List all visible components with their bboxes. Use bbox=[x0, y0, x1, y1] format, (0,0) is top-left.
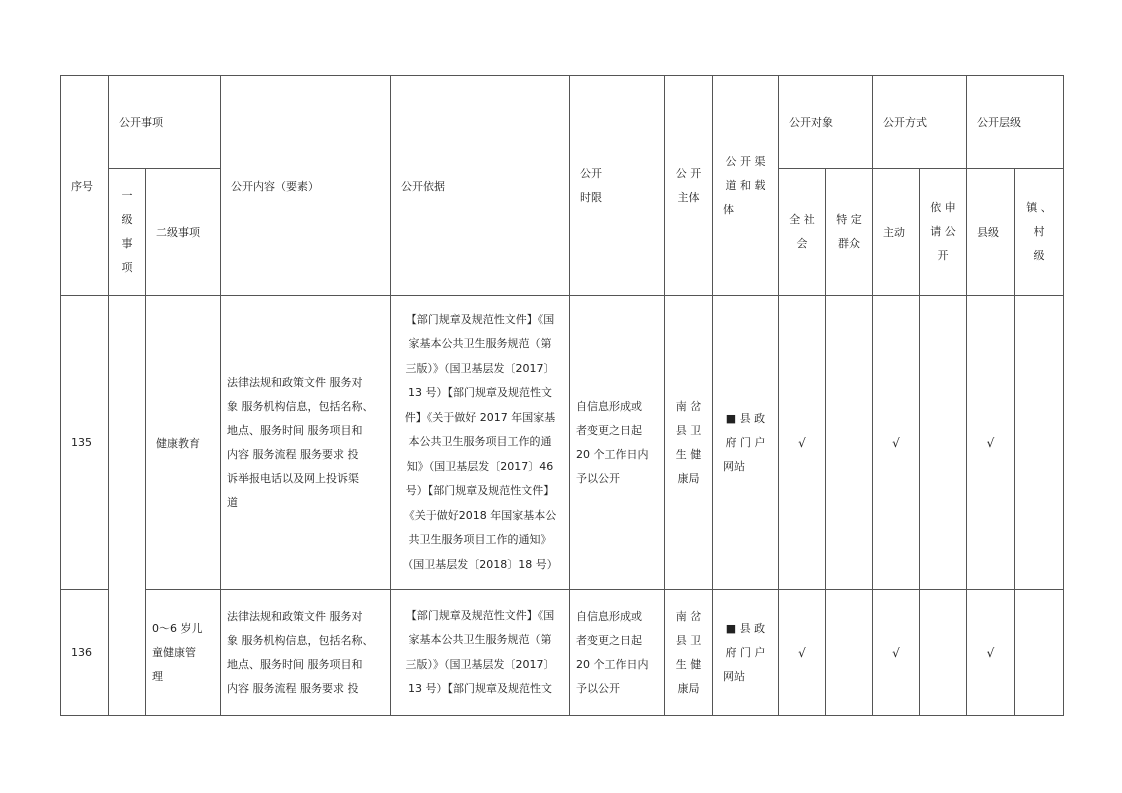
row-content-line: 地点、服务时间 服务项目和 bbox=[227, 657, 363, 671]
table-row bbox=[61, 296, 1064, 590]
row-time-limit-line: 予以公开 bbox=[576, 471, 620, 485]
row-audience-specific-check bbox=[826, 296, 873, 590]
row-time-limit-line: 20 个工作日内 bbox=[576, 657, 649, 671]
header-time-limit-line: 公开 bbox=[580, 166, 602, 180]
row-level-town-check bbox=[1015, 296, 1064, 590]
header-audience-all bbox=[779, 169, 826, 296]
header-subject-line: 公 开 bbox=[675, 166, 702, 180]
header-audience: 公开对象 bbox=[779, 76, 873, 169]
header-audience-all-line: 会 bbox=[796, 237, 808, 250]
row-method-active-check: √ bbox=[873, 590, 920, 716]
header-channel-line: 体 bbox=[723, 202, 734, 216]
header-matters: 公开事项 bbox=[109, 76, 221, 169]
header-level-county: 县级 bbox=[967, 169, 1015, 296]
row-channel-line: 网站 bbox=[723, 669, 745, 683]
row-audience-specific-check bbox=[826, 590, 873, 716]
header-method-active: 主动 bbox=[873, 169, 920, 296]
row-content-line: 地点、服务时间 服务项目和 bbox=[227, 423, 363, 437]
row-level-county-check: √ bbox=[967, 296, 1015, 590]
row-level2-line: 理 bbox=[152, 669, 163, 683]
row-level-county-check: √ bbox=[967, 590, 1015, 716]
row-time-limit-line: 者变更之日起 bbox=[576, 633, 642, 647]
row-subject-line: 康局 bbox=[677, 471, 700, 485]
row-subject-line: 县 卫 bbox=[675, 633, 702, 647]
header-audience-specific-line: 群众 bbox=[838, 237, 860, 250]
table-row bbox=[61, 590, 1064, 716]
header-time-limit-line: 时限 bbox=[580, 190, 602, 204]
row-basis-line: 三版）》（国卫基层发〔2017〕 bbox=[405, 657, 555, 671]
row-subject-line: 生 健 bbox=[675, 657, 702, 671]
row-seq: 136 bbox=[61, 590, 109, 716]
row-subject-line: 县 卫 bbox=[675, 423, 702, 437]
row-basis-line: 三版）》（国卫基层发〔2017〕 bbox=[405, 361, 555, 375]
row-audience-all-check: √ bbox=[779, 590, 826, 716]
row-level2-line: 0～6 岁儿 bbox=[152, 621, 203, 635]
row-basis-line: 号）【部门规章及规范性文件】 bbox=[405, 484, 555, 498]
row-content-line: 内容 服务流程 服务要求 投 bbox=[227, 447, 359, 461]
header-level1-char: 项 bbox=[121, 261, 133, 274]
row-content-line: 法律法规和政策文件 服务对 bbox=[227, 609, 363, 623]
row-subject-line: 南 岔 bbox=[675, 609, 702, 623]
row-subject-line: 南 岔 bbox=[675, 399, 702, 413]
header-subject bbox=[665, 76, 713, 296]
row-time-limit-line: 者变更之日起 bbox=[576, 423, 642, 437]
row-level2: 健康教育 bbox=[146, 296, 221, 590]
row-method-request-check bbox=[920, 590, 967, 716]
header-method-request bbox=[920, 169, 967, 296]
row-time-limit-line: 予以公开 bbox=[576, 681, 620, 695]
row-basis-line: 13 号）【部门规章及规范性文 bbox=[408, 682, 552, 695]
row-channel-line: 网站 bbox=[723, 459, 745, 473]
header-seq: 序号 bbox=[61, 76, 109, 296]
row-basis-line: 【部门规章及规范性文件】《国 bbox=[405, 608, 555, 622]
row-basis-line: 13 号）【部门规章及规范性文 bbox=[408, 386, 552, 400]
row-subject bbox=[665, 590, 713, 716]
row-content-line: 法律法规和政策文件 服务对 bbox=[227, 375, 363, 389]
row-basis-line: 本公共卫生服务项目工作的通 bbox=[408, 435, 552, 449]
row-time-limit bbox=[570, 296, 665, 590]
header-level1-char: 级 bbox=[121, 213, 133, 226]
row-time-limit bbox=[570, 590, 665, 716]
disclosure-table bbox=[60, 75, 1064, 716]
row-method-active-check: √ bbox=[873, 296, 920, 590]
header-level1 bbox=[109, 169, 146, 296]
row-basis bbox=[391, 296, 570, 590]
header-channel-line: 公 开 渠 bbox=[725, 154, 766, 168]
row-content-line: 诉举报电话以及网上投诉渠 bbox=[227, 471, 359, 485]
row-channel-line: 府 门 户 bbox=[725, 645, 766, 659]
row-seq: 135 bbox=[61, 296, 109, 590]
row-channel-line: ■ 县 政 bbox=[725, 411, 766, 425]
row-time-limit-line: 自信息形成或 bbox=[576, 609, 642, 623]
header-time-limit bbox=[570, 76, 665, 296]
row-subject-line: 生 健 bbox=[675, 447, 702, 461]
header-level2: 二级事项 bbox=[146, 169, 221, 296]
header-method-request-line: 开 bbox=[937, 249, 949, 262]
header-level1-char: 一 bbox=[121, 189, 133, 202]
row-basis-line: （国卫基层发〔2018〕18 号） bbox=[402, 557, 558, 571]
row-basis bbox=[391, 590, 570, 716]
row-level-town-check bbox=[1015, 590, 1064, 716]
row-content-line: 象 服务机构信息，包括名称、 bbox=[227, 399, 374, 413]
row-channel bbox=[713, 296, 779, 590]
header-channel-line: 道 和 载 bbox=[725, 178, 766, 192]
row-basis-line: 家基本公共卫生服务规范（第 bbox=[408, 337, 552, 351]
row-level1-merged bbox=[109, 296, 146, 716]
row-basis-line: 件】《关于做好 2017 年国家基 bbox=[404, 410, 556, 424]
header-audience-specific bbox=[826, 169, 873, 296]
header-level-town-line: 镇 、 bbox=[1026, 201, 1052, 214]
row-channel-line: 府 门 户 bbox=[725, 435, 766, 449]
row-level2-line: 童健康管 bbox=[152, 645, 196, 659]
header-level1-char: 事 bbox=[121, 237, 133, 250]
row-level2 bbox=[146, 590, 221, 716]
header-level-town bbox=[1015, 169, 1064, 296]
header-content: 公开内容（要素） bbox=[221, 76, 391, 296]
row-content bbox=[221, 296, 391, 590]
header-method-request-line: 依 申 bbox=[930, 201, 956, 214]
header-level-town-line: 级 bbox=[1033, 249, 1045, 262]
header-row-1 bbox=[61, 76, 1064, 169]
header-basis: 公开依据 bbox=[391, 76, 570, 296]
header-level-town-line: 村 bbox=[1033, 225, 1045, 238]
header-audience-all-line: 全 社 bbox=[789, 213, 815, 226]
header-method: 公开方式 bbox=[873, 76, 967, 169]
header-method-request-line: 请 公 bbox=[930, 225, 956, 238]
row-channel-line: ■ 县 政 bbox=[725, 621, 766, 635]
row-basis-line: 知》（国卫基层发〔2017〕46 bbox=[406, 459, 554, 473]
row-time-limit-line: 自信息形成或 bbox=[576, 399, 642, 413]
row-subject bbox=[665, 296, 713, 590]
row-content-line: 象 服务机构信息，包括名称、 bbox=[227, 633, 374, 647]
header-audience-specific-line: 特 定 bbox=[836, 213, 862, 226]
row-audience-all-check: √ bbox=[779, 296, 826, 590]
header-channel bbox=[713, 76, 779, 296]
header-subject-line: 主体 bbox=[677, 190, 700, 204]
row-channel bbox=[713, 590, 779, 716]
row-content bbox=[221, 590, 391, 716]
row-time-limit-line: 20 个工作日内 bbox=[576, 447, 649, 461]
header-level: 公开层级 bbox=[967, 76, 1064, 169]
row-content-line: 内容 服务流程 服务要求 投 bbox=[227, 681, 359, 695]
row-basis-line: 【部门规章及规范性文件】《国 bbox=[405, 312, 555, 326]
row-basis-line: 《关于做好2018 年国家基本公 bbox=[403, 508, 557, 522]
row-subject-line: 康局 bbox=[677, 681, 700, 695]
row-method-request-check bbox=[920, 296, 967, 590]
row-content-line: 道 bbox=[227, 495, 238, 509]
row-basis-line: 共卫生服务项目工作的通知》 bbox=[408, 533, 552, 547]
row-basis-line: 家基本公共卫生服务规范（第 bbox=[408, 633, 552, 646]
